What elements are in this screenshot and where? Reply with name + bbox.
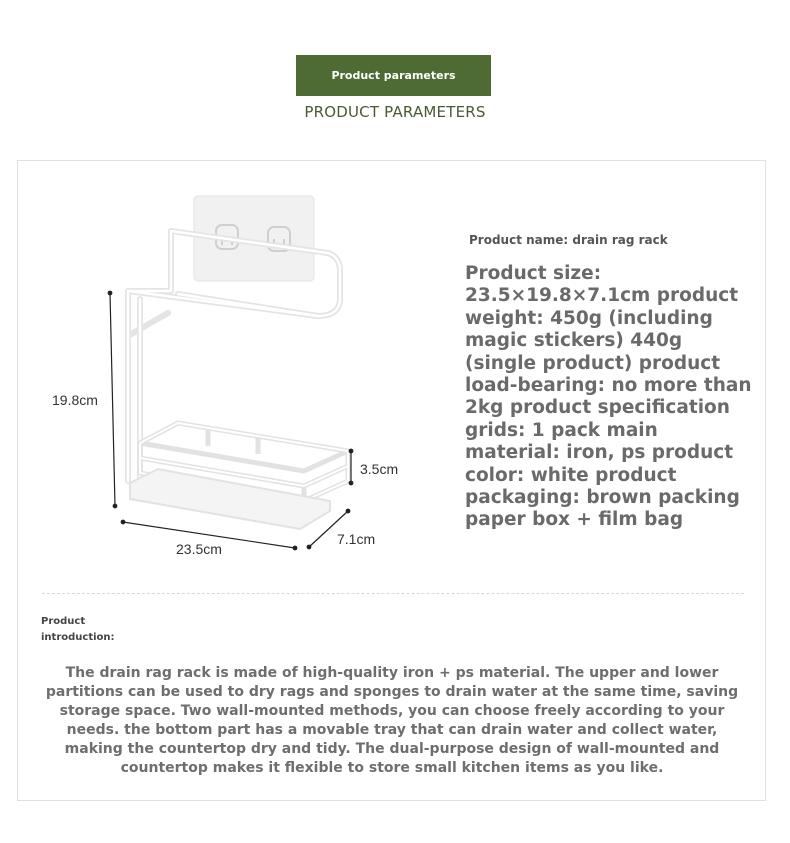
section-badge-label: Product parameters: [331, 69, 456, 82]
product-specs: Product size: 23.5×19.8×7.1cm product weight: 450g (including magic stickers) 440g (single product) product load-bearing: no more than 2kg product specification grids: 1 pack main material: iron, ps product color: white product packaging: brown packing paper box + film bag: [465, 263, 752, 531]
introduction-text: The drain rag rack is made of high-quality iron + ps material. The upper and lower partitions can be used to dry rags and sponges to drain water at the same time, saving storage space. Two wall-mounted methods, you can choose freely according to your needs. the bottom part has a movable tray that can drain water and collect water, making the countertop dry and tidy. The dual-purpose design of wall-mounted and countertop makes it flexible to store small kitchen items as you like.: [45, 665, 739, 776]
section-divider: [42, 593, 744, 594]
tray-height-dimension-label: 3.5cm: [360, 461, 399, 477]
depth-dimension-label: 7.1cm: [337, 531, 376, 547]
introduction-label: Product introduction:: [41, 616, 115, 643]
drip-tray: [130, 469, 330, 529]
parameters-card: [17, 160, 766, 801]
section-title: PRODUCT PARAMETERS: [304, 103, 486, 121]
drain-rack-illustration: [18, 161, 448, 581]
width-dimension-label: 23.5cm: [176, 541, 222, 557]
section-badge: [296, 55, 491, 96]
product-figure: [18, 161, 448, 581]
product-name: Product name: drain rag rack: [469, 233, 668, 247]
height-dimension-label: 19.8cm: [52, 392, 98, 408]
